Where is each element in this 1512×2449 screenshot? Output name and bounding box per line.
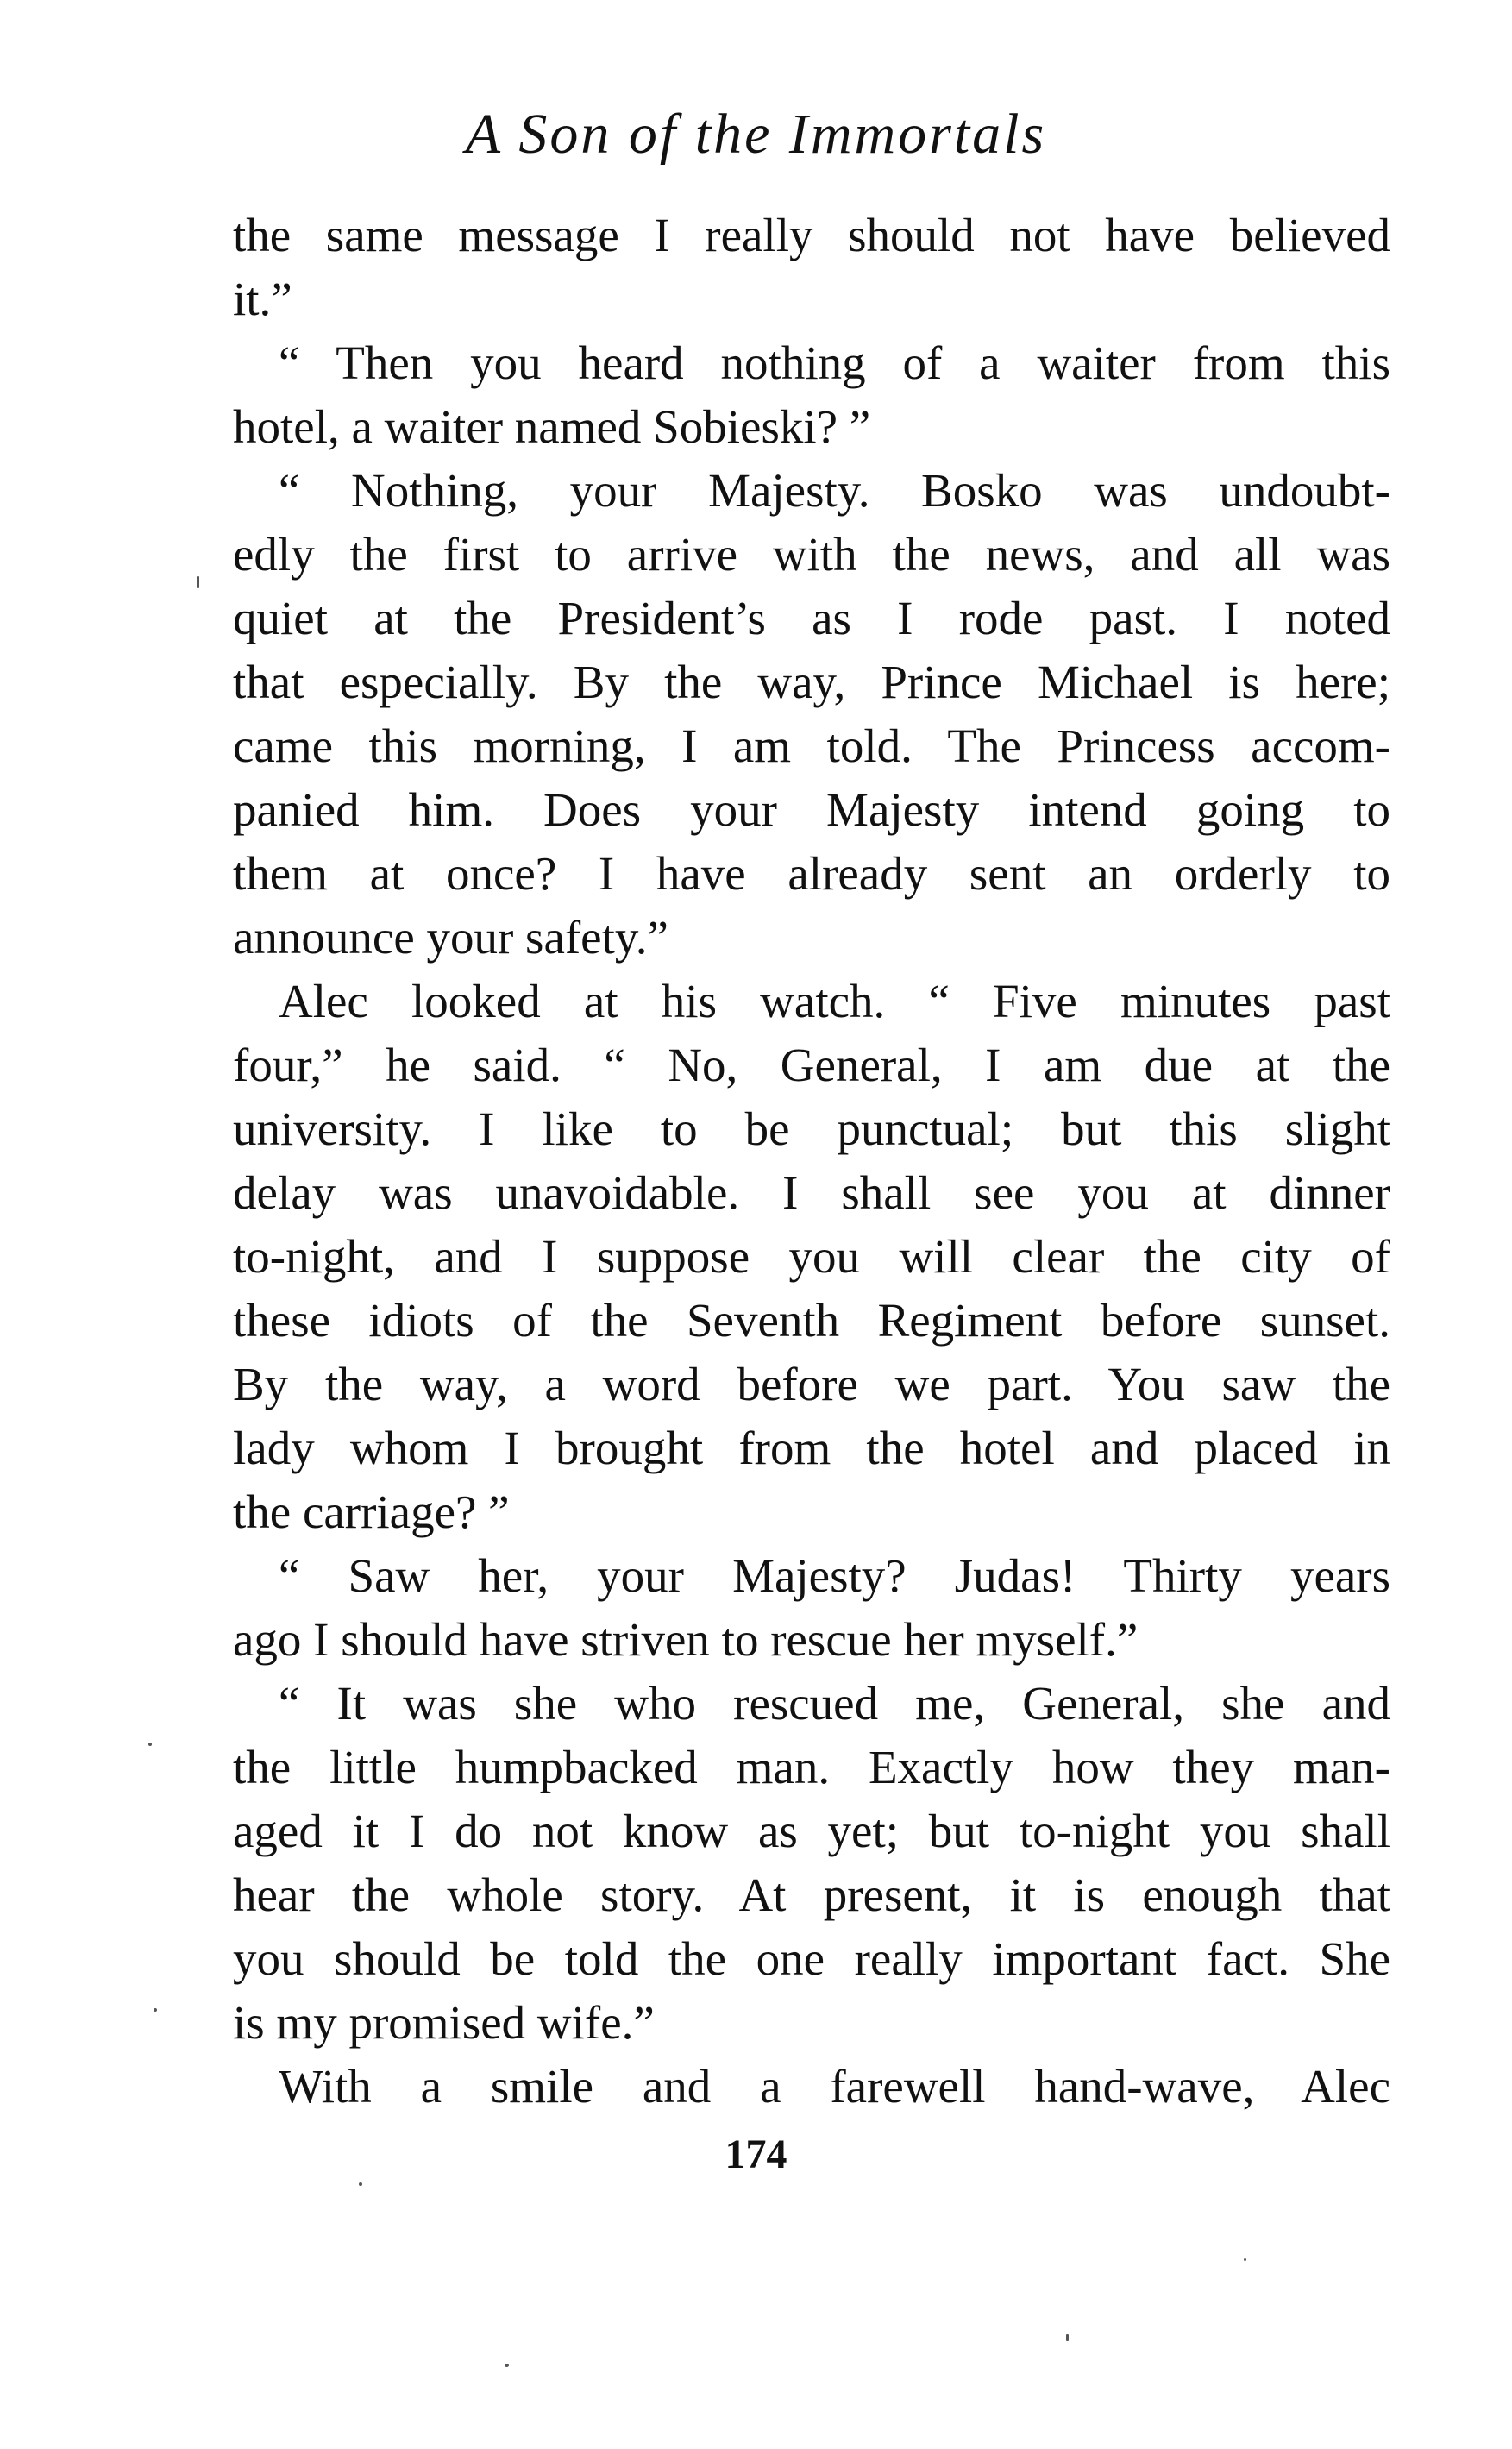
text-line: you should be told the one really important fact. She [233, 1932, 1390, 1985]
running-head-title: A Son of the Immortals [465, 103, 1047, 166]
scan-speck [505, 2364, 509, 2367]
text-line: With a smile and a farewell hand-wave, Alec [279, 2060, 1390, 2113]
text-line: four,” he said. “ No, General, I am due at the [233, 1039, 1390, 1091]
text-line: edly the first to arrive with the news, and all was [233, 528, 1390, 581]
scan-speck [197, 576, 199, 588]
text-line: the carriage? ” [233, 1485, 510, 1538]
text-line: them at once? I have already sent an orderly to [233, 847, 1390, 900]
text-line: “ Then you heard nothing of a waiter from this [279, 336, 1390, 389]
text-line: it.” [233, 273, 292, 325]
text-line: that especially. By the way, Prince Michael is here; [233, 656, 1390, 708]
text-line: panied him. Does your Majesty intend going to [233, 783, 1390, 836]
page-number: 174 [725, 2132, 787, 2177]
text-line: hotel, a waiter named Sobieski? ” [233, 400, 871, 453]
text-line: delay was unavoidable. I shall see you at dinner [233, 1166, 1390, 1219]
text-line: Alec looked at his watch. “ Five minutes past [279, 975, 1390, 1027]
text-line: university. I like to be punctual; but this slight [233, 1102, 1390, 1155]
text-line: is my promised wife.” [233, 1996, 655, 2049]
text-line: By the way, a word before we part. You saw the [233, 1358, 1390, 1410]
text-line: quiet at the President’s as I rode past. I noted [233, 592, 1390, 644]
text-line: ago I should have striven to rescue her myself.” [233, 1613, 1139, 1666]
scan-speck [154, 2008, 157, 2012]
scan-speck [148, 1743, 152, 1746]
text-line: these idiots of the Seventh Regiment before sunset. [233, 1294, 1390, 1347]
scan-speck [359, 2182, 362, 2186]
scan-speck [1066, 2334, 1069, 2341]
text-line: lady whom I brought from the hotel and placed in [233, 1422, 1390, 1474]
text-line: came this morning, I am told. The Princess accom- [233, 719, 1390, 772]
text-line: announce your safety.” [233, 911, 668, 964]
text-line: to-night, and I suppose you will clear the city of [233, 1230, 1390, 1283]
text-line: “ Saw her, your Majesty? Judas! Thirty years [279, 1549, 1390, 1602]
text-line: hear the whole story. At present, it is enough that [233, 1868, 1390, 1921]
text-line: “ Nothing, your Majesty. Bosko was undoubt- [279, 464, 1390, 517]
text-line: the little humpbacked man. Exactly how they man- [233, 1741, 1390, 1793]
text-line: “ It was she who rescued me, General, she and [279, 1677, 1390, 1730]
text-line: the same message I really should not have believed [233, 209, 1390, 261]
scan-speck [1244, 2258, 1246, 2261]
text-line: aged it I do not know as yet; but to-night you shall [233, 1805, 1390, 1857]
